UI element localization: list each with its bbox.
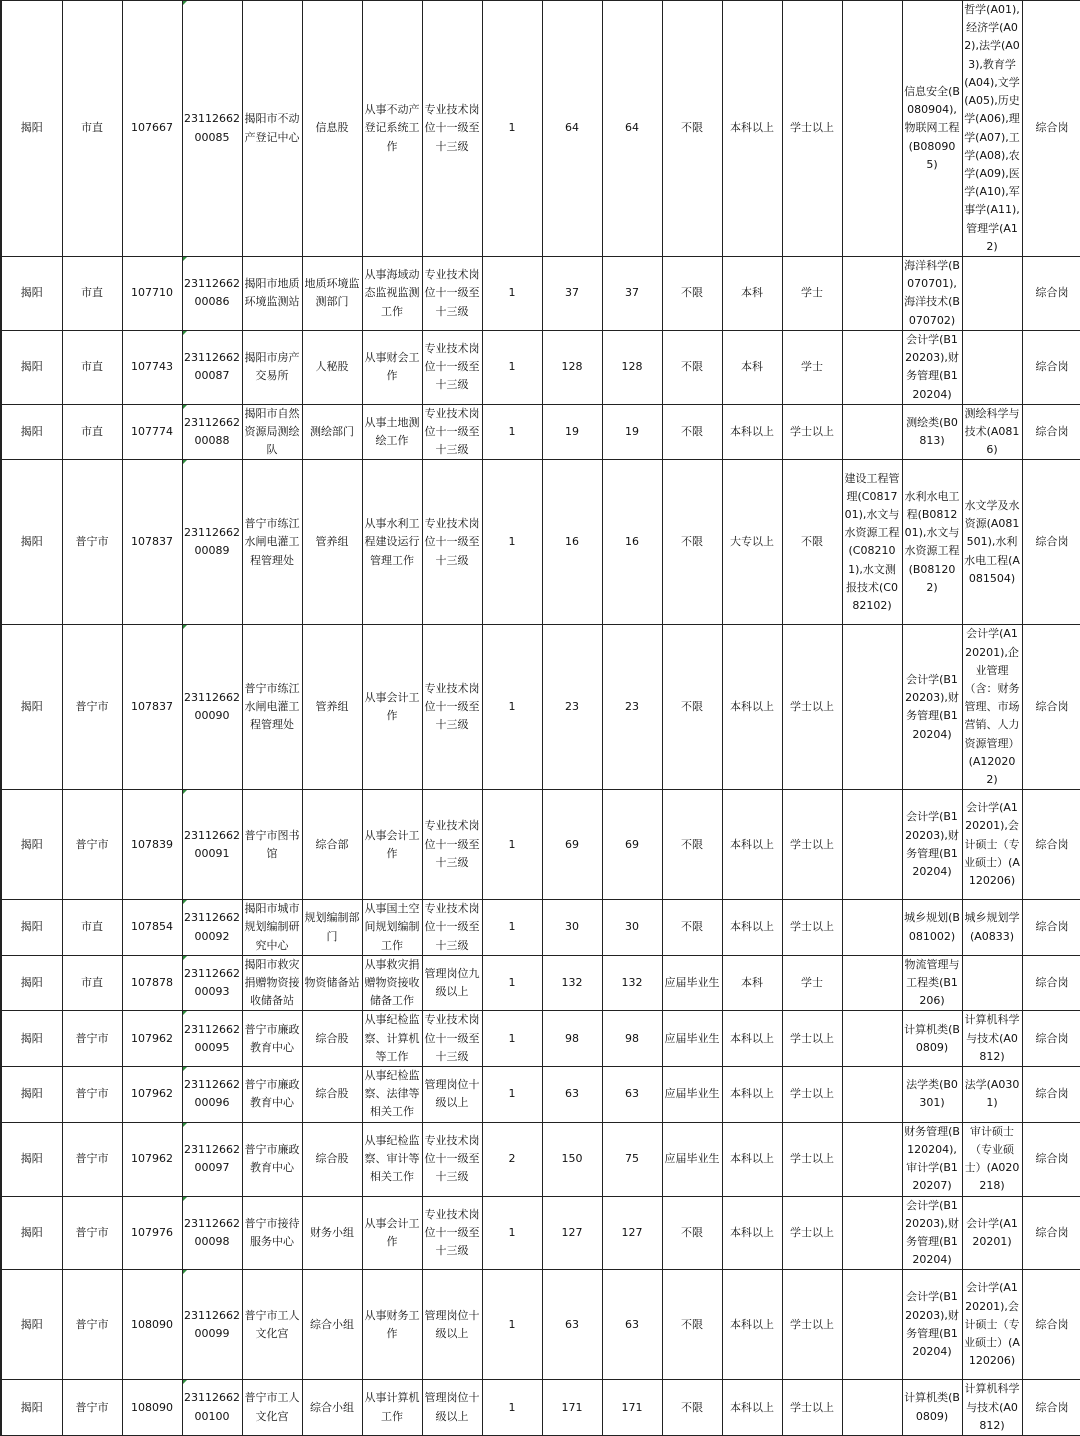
- major-graduate-cell: 计算机科学与技术(A0812): [962, 1011, 1022, 1067]
- area-cell: 普宁市: [62, 790, 122, 900]
- unit-code-cell: 107774: [122, 404, 182, 460]
- category-cell: 综合岗: [1022, 900, 1080, 956]
- applicants-cell: 30: [542, 900, 602, 956]
- category-cell: 综合岗: [1022, 1122, 1080, 1196]
- major-college-cell: [842, 625, 902, 790]
- target-group-cell: 应届毕业生: [662, 1122, 722, 1196]
- table-row: [1, 955, 1080, 1011]
- major-bachelor-cell: 城乡规划(B081002): [902, 900, 962, 956]
- major-college-cell: [842, 1380, 902, 1436]
- post-code-cell: 2311266200099: [182, 1270, 242, 1380]
- unit-code-cell: 107837: [122, 460, 182, 625]
- unit-code-cell: 107962: [122, 1011, 182, 1067]
- major-graduate-cell: 会计学(A120201),会计硕士（专业硕士）(A120206): [962, 790, 1022, 900]
- ratio-cell: 171: [602, 1380, 662, 1436]
- major-college-cell: [842, 330, 902, 404]
- quota-cell: 1: [482, 1011, 542, 1067]
- major-graduate-cell: 会计学(A120201): [962, 1196, 1022, 1270]
- education-cell: 本科: [722, 955, 782, 1011]
- major-bachelor-cell: 会计学(B120203),财务管理(B120204): [902, 1196, 962, 1270]
- quota-cell: 1: [482, 257, 542, 331]
- education-cell: 本科以上: [722, 790, 782, 900]
- post-code-cell: 2311266200095: [182, 1011, 242, 1067]
- major-college-cell: [842, 257, 902, 331]
- city-cell: 揭阳: [1, 900, 62, 956]
- education-cell: 本科以上: [722, 900, 782, 956]
- applicants-cell: 132: [542, 955, 602, 1011]
- ratio-cell: 127: [602, 1196, 662, 1270]
- ratio-cell: 63: [602, 1270, 662, 1380]
- target-group-cell: 不限: [662, 625, 722, 790]
- major-graduate-cell: 会计学(A120201),会计硕士（专业硕士）(A120206): [962, 1270, 1022, 1380]
- unit-code-cell: 107839: [122, 790, 182, 900]
- category-cell: 综合岗: [1022, 1196, 1080, 1270]
- ratio-cell: 75: [602, 1122, 662, 1196]
- unit-code-cell: 107837: [122, 625, 182, 790]
- education-cell: 本科以上: [722, 1, 782, 257]
- major-college-cell: [842, 1011, 902, 1067]
- target-group-cell: 应届毕业生: [662, 955, 722, 1011]
- target-group-cell: 不限: [662, 1196, 722, 1270]
- area-cell: 普宁市: [62, 1380, 122, 1436]
- ratio-cell: 16: [602, 460, 662, 625]
- quota-cell: 1: [482, 460, 542, 625]
- target-group-cell: 不限: [662, 460, 722, 625]
- table-row: [1, 1270, 1080, 1380]
- category-cell: 综合岗: [1022, 1011, 1080, 1067]
- unit-name-cell: 揭阳市地质环境监测站: [242, 257, 302, 331]
- quota-cell: 2: [482, 1122, 542, 1196]
- major-college-cell: [842, 1122, 902, 1196]
- major-college-cell: 建设工程管理(C081701),水文与水资源工程(C082101),水文测报技术(C082102): [842, 460, 902, 625]
- city-cell: 揭阳: [1, 1270, 62, 1380]
- duty-cell: 从事会计工作: [362, 625, 422, 790]
- category-cell: 综合岗: [1022, 790, 1080, 900]
- duty-cell: 从事不动产登记系统工作: [362, 1, 422, 257]
- table-row: [1, 1, 1080, 257]
- major-college-cell: [842, 404, 902, 460]
- quota-cell: 1: [482, 1380, 542, 1436]
- category-cell: 综合岗: [1022, 1, 1080, 257]
- city-cell: 揭阳: [1, 1, 62, 257]
- target-group-cell: 不限: [662, 1270, 722, 1380]
- unit-name-cell: 普宁市图书馆: [242, 790, 302, 900]
- area-cell: 普宁市: [62, 1122, 122, 1196]
- ratio-cell: 19: [602, 404, 662, 460]
- department-cell: 财务小组: [302, 1196, 362, 1270]
- duty-cell: 从事纪检监察、法律等相关工作: [362, 1067, 422, 1123]
- post-code-cell: 2311266200091: [182, 790, 242, 900]
- unit-name-cell: 普宁市练江水闸电灌工程管理处: [242, 625, 302, 790]
- major-college-cell: [842, 1270, 902, 1380]
- major-graduate-cell: 水文学及水资源(A081501),水利水电工程(A081504): [962, 460, 1022, 625]
- category-cell: 综合岗: [1022, 404, 1080, 460]
- area-cell: 普宁市: [62, 625, 122, 790]
- area-cell: 市直: [62, 257, 122, 331]
- target-group-cell: 不限: [662, 330, 722, 404]
- target-group-cell: 不限: [662, 404, 722, 460]
- area-cell: 市直: [62, 330, 122, 404]
- department-cell: 人秘股: [302, 330, 362, 404]
- table-row: [1, 257, 1080, 331]
- major-bachelor-cell: 计算机类(B0809): [902, 1011, 962, 1067]
- education-cell: 本科以上: [722, 1196, 782, 1270]
- duty-cell: 从事纪检监察、审计等相关工作: [362, 1122, 422, 1196]
- major-bachelor-cell: 海洋科学(B070701),海洋技术(B070702): [902, 257, 962, 331]
- post-level-cell: 专业技术岗位十一级至十三级: [422, 900, 482, 956]
- table-row: [1, 790, 1080, 900]
- table-row: [1, 1196, 1080, 1270]
- post-code-cell: 2311266200092: [182, 900, 242, 956]
- target-group-cell: 不限: [662, 790, 722, 900]
- education-cell: 本科以上: [722, 404, 782, 460]
- major-graduate-cell: 会计学(A120201),企业管理（含：财务管理、市场营销、人力资源管理）(A120202): [962, 625, 1022, 790]
- degree-cell: 学士: [782, 257, 842, 331]
- table-row: [1, 330, 1080, 404]
- target-group-cell: 不限: [662, 900, 722, 956]
- major-college-cell: [842, 1196, 902, 1270]
- duty-cell: 从事救灾捐赠物资接收储备工作: [362, 955, 422, 1011]
- table-row: [1, 1011, 1080, 1067]
- applicants-cell: 150: [542, 1122, 602, 1196]
- table-row: [1, 900, 1080, 956]
- applicants-cell: 128: [542, 330, 602, 404]
- unit-name-cell: 普宁市廉政教育中心: [242, 1067, 302, 1123]
- department-cell: 信息股: [302, 1, 362, 257]
- post-level-cell: 专业技术岗位十一级至十三级: [422, 1196, 482, 1270]
- quota-cell: 1: [482, 1067, 542, 1123]
- area-cell: 普宁市: [62, 1270, 122, 1380]
- duty-cell: 从事计算机工作: [362, 1380, 422, 1436]
- major-bachelor-cell: 会计学(B120203),财务管理(B120204): [902, 330, 962, 404]
- major-graduate-cell: 城乡规划学(A0833): [962, 900, 1022, 956]
- post-code-cell: 2311266200098: [182, 1196, 242, 1270]
- target-group-cell: 应届毕业生: [662, 1011, 722, 1067]
- education-cell: 本科: [722, 330, 782, 404]
- city-cell: 揭阳: [1, 404, 62, 460]
- degree-cell: 学士以上: [782, 1011, 842, 1067]
- degree-cell: 学士以上: [782, 1270, 842, 1380]
- city-cell: 揭阳: [1, 1380, 62, 1436]
- post-code-cell: 2311266200097: [182, 1122, 242, 1196]
- applicants-cell: 23: [542, 625, 602, 790]
- degree-cell: 学士以上: [782, 790, 842, 900]
- major-graduate-cell: 测绘科学与技术(A0816): [962, 404, 1022, 460]
- quota-cell: 1: [482, 900, 542, 956]
- quota-cell: 1: [482, 955, 542, 1011]
- education-cell: 大专以上: [722, 460, 782, 625]
- applicants-cell: 37: [542, 257, 602, 331]
- city-cell: 揭阳: [1, 257, 62, 331]
- table-row: [1, 460, 1080, 625]
- duty-cell: 从事水利工程建设运行管理工作: [362, 460, 422, 625]
- department-cell: 规划编制部门: [302, 900, 362, 956]
- major-college-cell: [842, 1, 902, 257]
- education-cell: 本科以上: [722, 1122, 782, 1196]
- major-graduate-cell: [962, 257, 1022, 331]
- city-cell: 揭阳: [1, 1011, 62, 1067]
- education-cell: 本科以上: [722, 1067, 782, 1123]
- area-cell: 市直: [62, 404, 122, 460]
- applicants-cell: 64: [542, 1, 602, 257]
- major-bachelor-cell: 测绘类(B0813): [902, 404, 962, 460]
- degree-cell: 学士以上: [782, 1196, 842, 1270]
- post-level-cell: 专业技术岗位十一级至十三级: [422, 1, 482, 257]
- table-row: [1, 1380, 1080, 1436]
- unit-name-cell: 揭阳市房产交易所: [242, 330, 302, 404]
- duty-cell: 从事国土空间规划编制工作: [362, 900, 422, 956]
- post-code-cell: 2311266200096: [182, 1067, 242, 1123]
- unit-code-cell: 107976: [122, 1196, 182, 1270]
- applicants-cell: 19: [542, 404, 602, 460]
- applicants-cell: 63: [542, 1067, 602, 1123]
- post-level-cell: 管理岗位十级以上: [422, 1270, 482, 1380]
- department-cell: 综合股: [302, 1122, 362, 1196]
- applicants-cell: 171: [542, 1380, 602, 1436]
- ratio-cell: 69: [602, 790, 662, 900]
- department-cell: 物资储备站: [302, 955, 362, 1011]
- degree-cell: 学士以上: [782, 1, 842, 257]
- education-cell: 本科: [722, 257, 782, 331]
- major-college-cell: [842, 900, 902, 956]
- duty-cell: 从事海域动态监视监测工作: [362, 257, 422, 331]
- post-code-cell: 2311266200087: [182, 330, 242, 404]
- target-group-cell: 不限: [662, 257, 722, 331]
- area-cell: 市直: [62, 1, 122, 257]
- unit-name-cell: 普宁市廉政教育中心: [242, 1011, 302, 1067]
- category-cell: 综合岗: [1022, 460, 1080, 625]
- applicants-cell: 98: [542, 1011, 602, 1067]
- table-row: [1, 625, 1080, 790]
- major-college-cell: [842, 790, 902, 900]
- post-level-cell: 专业技术岗位十一级至十三级: [422, 1122, 482, 1196]
- ratio-cell: 30: [602, 900, 662, 956]
- category-cell: 综合岗: [1022, 330, 1080, 404]
- post-level-cell: 专业技术岗位十一级至十三级: [422, 1011, 482, 1067]
- target-group-cell: 不限: [662, 1380, 722, 1436]
- degree-cell: 学士以上: [782, 1122, 842, 1196]
- unit-code-cell: 108090: [122, 1270, 182, 1380]
- department-cell: 管养组: [302, 625, 362, 790]
- degree-cell: 学士以上: [782, 404, 842, 460]
- ratio-cell: 64: [602, 1, 662, 257]
- area-cell: 普宁市: [62, 1067, 122, 1123]
- category-cell: 综合岗: [1022, 1380, 1080, 1436]
- degree-cell: 学士: [782, 330, 842, 404]
- post-code-cell: 2311266200089: [182, 460, 242, 625]
- major-graduate-cell: 计算机科学与技术(A0812): [962, 1380, 1022, 1436]
- degree-cell: 学士以上: [782, 900, 842, 956]
- quota-cell: 1: [482, 330, 542, 404]
- unit-name-cell: 普宁市练江水闸电灌工程管理处: [242, 460, 302, 625]
- post-level-cell: 专业技术岗位十一级至十三级: [422, 790, 482, 900]
- area-cell: 市直: [62, 955, 122, 1011]
- target-group-cell: 不限: [662, 1, 722, 257]
- post-code-cell: 2311266200088: [182, 404, 242, 460]
- ratio-cell: 23: [602, 625, 662, 790]
- major-graduate-cell: 法学(A0301): [962, 1067, 1022, 1123]
- unit-name-cell: 普宁市工人文化宫: [242, 1380, 302, 1436]
- major-bachelor-cell: 财务管理(B120204),审计学(B120207): [902, 1122, 962, 1196]
- department-cell: 综合小组: [302, 1380, 362, 1436]
- education-cell: 本科以上: [722, 1011, 782, 1067]
- major-college-cell: [842, 955, 902, 1011]
- degree-cell: 学士以上: [782, 1067, 842, 1123]
- duty-cell: 从事会计工作: [362, 790, 422, 900]
- post-code-cell: 2311266200086: [182, 257, 242, 331]
- department-cell: 综合股: [302, 1011, 362, 1067]
- post-code-cell: 2311266200100: [182, 1380, 242, 1436]
- category-cell: 综合岗: [1022, 625, 1080, 790]
- quota-cell: 1: [482, 1, 542, 257]
- unit-name-cell: 揭阳市救灾捐赠物资接收储备站: [242, 955, 302, 1011]
- unit-name-cell: 揭阳市不动产登记中心: [242, 1, 302, 257]
- unit-code-cell: 107962: [122, 1122, 182, 1196]
- unit-name-cell: 普宁市工人文化宫: [242, 1270, 302, 1380]
- unit-code-cell: 107667: [122, 1, 182, 257]
- major-bachelor-cell: 计算机类(B0809): [902, 1380, 962, 1436]
- education-cell: 本科以上: [722, 1270, 782, 1380]
- city-cell: 揭阳: [1, 790, 62, 900]
- area-cell: 普宁市: [62, 1011, 122, 1067]
- target-group-cell: 应届毕业生: [662, 1067, 722, 1123]
- major-bachelor-cell: 法学类(B0301): [902, 1067, 962, 1123]
- table-row: [1, 1067, 1080, 1123]
- unit-code-cell: 107878: [122, 955, 182, 1011]
- department-cell: 测绘部门: [302, 404, 362, 460]
- city-cell: 揭阳: [1, 955, 62, 1011]
- degree-cell: 学士: [782, 955, 842, 1011]
- major-bachelor-cell: 物流管理与工程类(B1206): [902, 955, 962, 1011]
- unit-code-cell: 107854: [122, 900, 182, 956]
- quota-cell: 1: [482, 1196, 542, 1270]
- area-cell: 普宁市: [62, 1196, 122, 1270]
- unit-name-cell: 揭阳市自然资源局测绘队: [242, 404, 302, 460]
- major-graduate-cell: [962, 330, 1022, 404]
- degree-cell: 学士以上: [782, 1380, 842, 1436]
- category-cell: 综合岗: [1022, 1067, 1080, 1123]
- post-level-cell: 专业技术岗位十一级至十三级: [422, 625, 482, 790]
- table-row: [1, 404, 1080, 460]
- major-bachelor-cell: 会计学(B120203),财务管理(B120204): [902, 625, 962, 790]
- department-cell: 综合股: [302, 1067, 362, 1123]
- duty-cell: 从事纪检监察、计算机等工作: [362, 1011, 422, 1067]
- major-college-cell: [842, 1067, 902, 1123]
- table-row: [1, 1122, 1080, 1196]
- city-cell: 揭阳: [1, 1122, 62, 1196]
- major-bachelor-cell: 信息安全(B080904),物联网工程(B080905): [902, 1, 962, 257]
- department-cell: 综合部: [302, 790, 362, 900]
- quota-cell: 1: [482, 790, 542, 900]
- applicants-cell: 16: [542, 460, 602, 625]
- city-cell: 揭阳: [1, 625, 62, 790]
- applicants-cell: 127: [542, 1196, 602, 1270]
- unit-code-cell: 107962: [122, 1067, 182, 1123]
- post-level-cell: 管理岗位十级以上: [422, 1067, 482, 1123]
- unit-code-cell: 108090: [122, 1380, 182, 1436]
- unit-code-cell: 107710: [122, 257, 182, 331]
- city-cell: 揭阳: [1, 1067, 62, 1123]
- department-cell: 管养组: [302, 460, 362, 625]
- quota-cell: 1: [482, 625, 542, 790]
- quota-cell: 1: [482, 404, 542, 460]
- duty-cell: 从事土地测绘工作: [362, 404, 422, 460]
- area-cell: 市直: [62, 900, 122, 956]
- post-level-cell: 专业技术岗位十一级至十三级: [422, 330, 482, 404]
- unit-name-cell: 普宁市廉政教育中心: [242, 1122, 302, 1196]
- ratio-cell: 132: [602, 955, 662, 1011]
- applicants-cell: 69: [542, 790, 602, 900]
- post-code-cell: 2311266200085: [182, 1, 242, 257]
- major-graduate-cell: 哲学(A01),经济学(A02),法学(A03),教育学(A04),文学(A05),历史学(A06),理学(A07),工学(A08),农学(A09),医学(A10),军事学(A11),管理学(A12): [962, 1, 1022, 257]
- city-cell: 揭阳: [1, 460, 62, 625]
- ratio-cell: 63: [602, 1067, 662, 1123]
- category-cell: 综合岗: [1022, 257, 1080, 331]
- applicants-cell: 63: [542, 1270, 602, 1380]
- department-cell: 综合小组: [302, 1270, 362, 1380]
- unit-name-cell: 揭阳市城市规划编制研究中心: [242, 900, 302, 956]
- post-code-cell: 2311266200090: [182, 625, 242, 790]
- quota-cell: 1: [482, 1270, 542, 1380]
- area-cell: 普宁市: [62, 460, 122, 625]
- city-cell: 揭阳: [1, 1196, 62, 1270]
- education-cell: 本科以上: [722, 1380, 782, 1436]
- duty-cell: 从事会计工作: [362, 1196, 422, 1270]
- post-level-cell: 专业技术岗位十一级至十三级: [422, 404, 482, 460]
- ratio-cell: 128: [602, 330, 662, 404]
- department-cell: 地质环境监测部门: [302, 257, 362, 331]
- major-graduate-cell: [962, 955, 1022, 1011]
- unit-name-cell: 普宁市接待服务中心: [242, 1196, 302, 1270]
- city-cell: 揭阳: [1, 330, 62, 404]
- category-cell: 综合岗: [1022, 955, 1080, 1011]
- unit-code-cell: 107743: [122, 330, 182, 404]
- category-cell: 综合岗: [1022, 1270, 1080, 1380]
- degree-cell: 不限: [782, 460, 842, 625]
- major-bachelor-cell: 水利水电工程(B081201),水文与水资源工程(B081202): [902, 460, 962, 625]
- major-bachelor-cell: 会计学(B120203),财务管理(B120204): [902, 1270, 962, 1380]
- education-cell: 本科以上: [722, 625, 782, 790]
- degree-cell: 学士以上: [782, 625, 842, 790]
- ratio-cell: 98: [602, 1011, 662, 1067]
- duty-cell: 从事财会工作: [362, 330, 422, 404]
- post-level-cell: 专业技术岗位十一级至十三级: [422, 460, 482, 625]
- post-level-cell: 管理岗位九级以上: [422, 955, 482, 1011]
- ratio-cell: 37: [602, 257, 662, 331]
- major-bachelor-cell: 会计学(B120203),财务管理(B120204): [902, 790, 962, 900]
- post-code-cell: 2311266200093: [182, 955, 242, 1011]
- major-graduate-cell: 审计硕士（专业硕士）(A020218): [962, 1122, 1022, 1196]
- duty-cell: 从事财务工作: [362, 1270, 422, 1380]
- post-level-cell: 专业技术岗位十一级至十三级: [422, 257, 482, 331]
- post-level-cell: 管理岗位十级以上: [422, 1380, 482, 1436]
